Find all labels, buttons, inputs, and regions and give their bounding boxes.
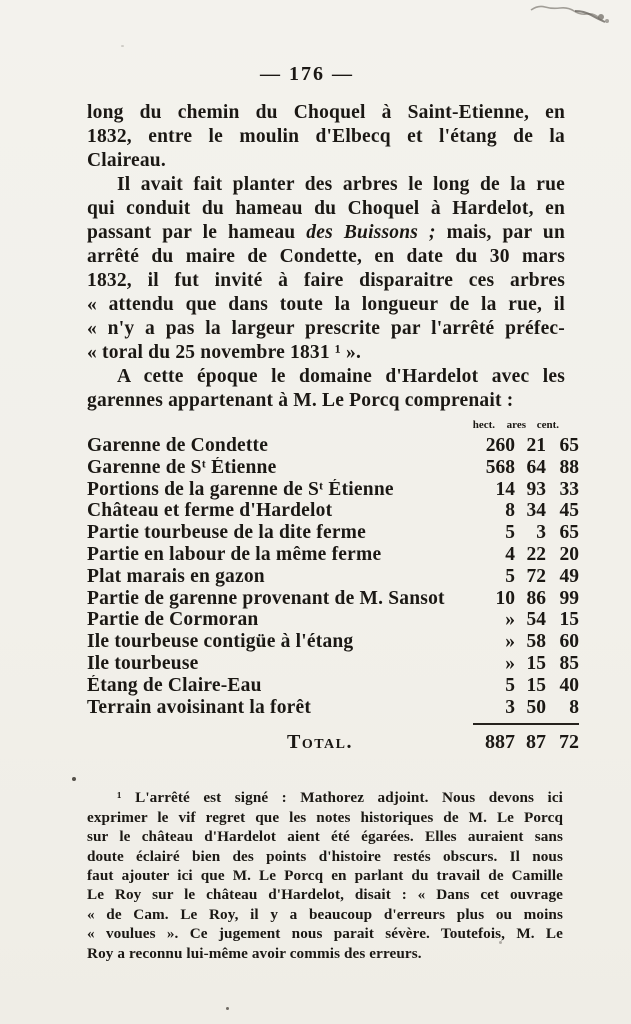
row-cent: 45 — [559, 500, 579, 522]
text-line — [87, 221, 579, 245]
row-hect: 5 — [505, 522, 515, 544]
row-label: Château et ferme d'Hardelot — [87, 500, 333, 522]
row-hect: » — [505, 609, 515, 631]
text-line: arrêté du maire de Condette, en date du 30 mars — [87, 246, 565, 267]
row-ares: 34 — [526, 500, 546, 522]
row-ares: 15 — [526, 674, 546, 696]
unit-header-ares: ares — [506, 419, 526, 431]
row-cent: 49 — [559, 565, 579, 587]
table-row — [87, 500, 579, 522]
text-segment: mais, par un — [435, 222, 565, 243]
row-ares: 86 — [526, 587, 546, 609]
row-hect: 4 — [505, 543, 515, 565]
footnote-line: Roy a reconnu lui-même avoir commis des erreurs. — [87, 944, 422, 962]
text-segment: passant par le hameau — [87, 222, 307, 243]
table-row — [87, 609, 579, 631]
paragraph-3 — [87, 365, 579, 413]
table-row — [87, 697, 579, 719]
footnote — [87, 788, 579, 963]
row-label: Ile tourbeuse — [87, 652, 199, 674]
row-cent: 99 — [559, 587, 579, 609]
text-line: « n'y a pas la largeur prescrite par l'arrêté préfec- — [87, 318, 565, 339]
row-cent: 65 — [559, 435, 579, 456]
row-cent: 40 — [559, 674, 579, 696]
row-cent: 20 — [559, 543, 579, 565]
table-row — [87, 479, 579, 501]
ink-speck-artifact — [72, 777, 76, 781]
text-line: « toral du 25 novembre 1831 ¹ ». — [87, 342, 362, 363]
row-label: Garenne de Sᵗ Étienne — [87, 456, 277, 478]
total-hect: 887 — [485, 731, 515, 754]
row-cent: 33 — [559, 478, 579, 500]
total-label: Total. — [287, 731, 353, 754]
row-label: Terrain avoisinant la forêt — [87, 696, 312, 718]
text-line: 1832, il fut invité à faire disparaitre ces arbres — [87, 270, 565, 291]
text-line: long du chemin du Choquel à Saint-Etienne, en — [87, 102, 565, 123]
row-hect: 10 — [495, 587, 515, 609]
row-ares: 64 — [526, 456, 546, 478]
row-label: Plat marais en gazon — [87, 565, 265, 587]
table-row — [87, 653, 579, 675]
italic-text-segment: des Buissons ; — [306, 222, 436, 243]
row-hect: » — [505, 631, 515, 653]
row-label: Garenne de Condette — [87, 435, 269, 456]
row-cent: 60 — [559, 631, 579, 653]
unit-header-hect: hect. — [472, 419, 495, 431]
table-row — [87, 544, 579, 566]
footnote-line: exprimer le vif regret que les notes historiques de M. Le Porcq — [87, 808, 563, 826]
table-row — [87, 588, 579, 610]
total-rule — [473, 723, 579, 725]
text-line: A cette époque le domaine d'Hardelot avec les — [117, 366, 565, 387]
row-ares: 72 — [526, 565, 546, 587]
row-label: Portions de la garenne de Sᵗ Étienne — [87, 478, 394, 500]
row-cent: 8 — [569, 696, 579, 718]
paragraph-1 — [87, 101, 579, 173]
row-hect: 568 — [485, 456, 515, 478]
row-ares: 93 — [526, 478, 546, 500]
row-cent: 85 — [559, 652, 579, 674]
text-column — [87, 0, 579, 963]
text-line: Claireau. — [87, 150, 166, 171]
row-hect: 8 — [505, 500, 515, 522]
row-cent: 88 — [559, 456, 579, 478]
text-line: garennes appartenant à M. Le Porcq comprenait : — [87, 390, 514, 411]
row-label: Partie tourbeuse de la dite ferme — [87, 522, 366, 544]
row-hect: 5 — [505, 674, 515, 696]
row-label: Étang de Claire-Eau — [87, 674, 262, 696]
table-row — [87, 675, 579, 697]
row-ares: 50 — [526, 696, 546, 718]
table-row — [87, 435, 579, 457]
footnote-line: Le Roy sur le château d'Hardelot, disait : « Dans cet ouvrage — [87, 886, 563, 904]
row-hect: 260 — [485, 435, 515, 456]
footnote-line: sur le château d'Hardelot aient été égarées. Elles auraient sans — [87, 828, 563, 846]
row-hect: 14 — [495, 478, 515, 500]
row-label: Ile tourbeuse contigüe à l'étang — [87, 631, 354, 653]
table-total-row — [87, 730, 579, 754]
footnote-line: « voulues ». Ce jugement nous parait sévère. Toutefois, M. Le — [87, 925, 563, 943]
row-hect: 5 — [505, 565, 515, 587]
paragraph-2 — [87, 173, 579, 365]
row-ares: 22 — [526, 543, 546, 565]
row-cent: 65 — [559, 522, 579, 544]
total-ares: 87 — [526, 731, 546, 754]
row-ares: 3 — [536, 522, 546, 544]
row-hect: 3 — [505, 696, 515, 718]
row-ares: 54 — [526, 609, 546, 631]
row-label: Partie en labour de la même ferme — [87, 543, 382, 565]
text-line: qui conduit du hameau du Choquel à Hardelot, en — [87, 198, 565, 219]
table-row — [87, 522, 579, 544]
table-row — [87, 631, 579, 653]
text-line: 1832, entre le moulin d'Elbecq et l'étang de la — [87, 126, 565, 147]
row-cent: 15 — [559, 609, 579, 631]
table-row — [87, 566, 579, 588]
text-line: Il avait fait planter des arbres le long de la rue — [117, 174, 565, 195]
row-ares: 15 — [526, 652, 546, 674]
area-breakdown-table — [87, 419, 579, 754]
row-ares: 21 — [526, 435, 546, 456]
table-row — [87, 457, 579, 479]
row-label: Partie de garenne provenant de M. Sansot — [87, 587, 445, 609]
footnote-line: « de Cam. Le Roy, il y a beaucoup d'erreurs plus ou moins — [87, 905, 563, 923]
footnote-line: faut ajouter ici que M. Le Porcq en parlant du travail de Camille — [87, 866, 563, 884]
total-cent: 72 — [559, 731, 579, 754]
text-line: « attendu que dans toute la longueur de la rue, il — [87, 294, 565, 315]
footnote-line: ¹ L'arrêté est signé : Mathorez adjoint. Nous devons ici — [117, 789, 563, 807]
row-ares: 58 — [526, 631, 546, 653]
ink-speck-artifact — [226, 1007, 229, 1010]
row-label: Partie de Cormoran — [87, 609, 259, 631]
row-hect: » — [505, 652, 515, 674]
page-number: — 176 — — [260, 63, 354, 85]
footnote-line: doute éclairé bien des points d'histoire restés obscurs. Il nous — [87, 847, 563, 865]
unit-header-cent: cent. — [536, 419, 559, 431]
table-unit-header-row — [87, 419, 579, 432]
